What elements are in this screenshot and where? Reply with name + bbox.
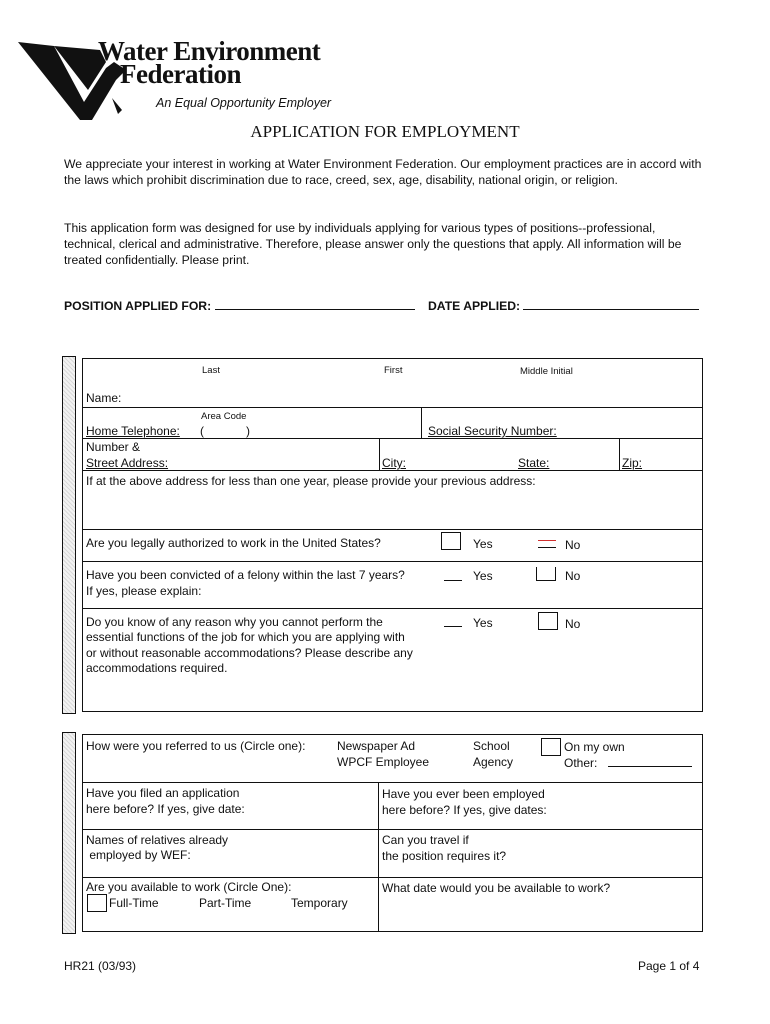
referred-option-wpcf[interactable]: WPCF Employee (337, 755, 430, 769)
org-name-line1: Water Environment (98, 36, 321, 66)
row-divider (82, 877, 703, 878)
felony-no-checkbox[interactable] (536, 567, 556, 581)
form-code: HR21 (03/93) (64, 959, 137, 973)
zip-field[interactable] (648, 455, 700, 469)
perform-question-line2: essential functions of the job for which you are applying with (86, 630, 405, 644)
row-divider (82, 438, 703, 439)
tagline: An Equal Opportunity Employer (156, 96, 332, 110)
availability-full-time[interactable]: Full-Time (109, 896, 159, 910)
referred-option-agency[interactable]: Agency (473, 755, 514, 769)
felony-no-label: No (565, 569, 581, 583)
area-code-open: ( (200, 424, 204, 438)
row-divider (82, 470, 703, 471)
zip-label: Zip: (622, 456, 643, 470)
referred-question: How were you referred to us (Circle one): (86, 739, 306, 753)
column-divider (421, 407, 422, 438)
perform-yes-label: Yes (473, 616, 493, 630)
section1-side-bar (62, 356, 76, 714)
home-phone-label: Home Telephone: (86, 424, 180, 438)
authorized-yes-checkbox[interactable] (441, 532, 461, 550)
intro-paragraph-1: We appreciate your interest in working at Water Environment Federation. Our employment practices are in accord with the laws which prohibit discrimination due to race, creed, sex, age, disability, national origin, or religion. (64, 157, 702, 187)
full-time-checkbox[interactable] (87, 894, 107, 912)
position-applied-row (64, 297, 415, 313)
authorized-no-line[interactable] (538, 547, 556, 548)
availability-temporary[interactable]: Temporary (291, 896, 348, 910)
area-code-field[interactable] (206, 424, 244, 439)
area-code-label: Area Code (201, 411, 247, 422)
position-applied-field[interactable] (215, 297, 415, 310)
home-phone-field[interactable] (252, 424, 420, 439)
referred-other-field[interactable] (608, 755, 692, 767)
date-applied-row (428, 297, 699, 313)
authorized-no-label: No (565, 538, 581, 552)
row-divider (82, 829, 703, 830)
column-divider (619, 438, 620, 470)
felony-explain-label: If yes, please explain: (86, 584, 202, 598)
perform-yes-line[interactable] (444, 626, 462, 627)
authorized-question: Are you legally authorized to work in the United States? (86, 536, 381, 550)
perform-question-line4: accommodations required. (86, 661, 228, 675)
employed-before-line1: Have you ever been employed (382, 787, 545, 801)
date-applied-field[interactable] (523, 297, 699, 310)
date-available-field[interactable] (382, 900, 698, 928)
street-address-label: Street Address: (86, 456, 169, 470)
referred-option-school[interactable]: School (473, 739, 510, 753)
referred-option-newspaper[interactable]: Newspaper Ad (337, 739, 416, 753)
organization-name (98, 36, 321, 89)
accommodations-field[interactable] (86, 678, 698, 706)
section2-side-bar (62, 732, 76, 934)
col-middle-label: Middle Initial (520, 366, 573, 377)
filed-before-line1: Have you filed an application (86, 786, 240, 800)
row-divider (82, 407, 703, 408)
row-divider (82, 782, 703, 783)
col-last-label: Last (202, 365, 220, 376)
number-and-label: Number & (86, 440, 141, 454)
availability-part-time[interactable]: Part-Time (199, 896, 252, 910)
document-title: APPLICATION FOR EMPLOYMENT (250, 122, 520, 141)
availability-question: Are you available to work (Circle One): (86, 880, 292, 894)
previous-address-field[interactable] (86, 492, 698, 526)
row-divider (82, 608, 703, 609)
page-number: Page 1 of 4 (638, 959, 700, 973)
city-field[interactable] (412, 455, 516, 469)
state-label: State: (518, 456, 550, 470)
travel-line1: Can you travel if (382, 833, 469, 847)
employed-before-line2: here before? If yes, give dates: (382, 803, 547, 817)
referred-own-checkbox[interactable] (541, 738, 561, 756)
city-label: City: (382, 456, 406, 470)
org-name-line2: Federation (120, 59, 241, 89)
row-divider (82, 561, 703, 562)
previous-address-label: If at the above address for less than one year, please provide your previous address: (86, 474, 536, 488)
column-divider (379, 438, 380, 470)
travel-line2: the position requires it? (382, 849, 507, 863)
referred-option-other: Other: (564, 756, 598, 770)
felony-yes-label: Yes (473, 569, 493, 583)
name-field[interactable] (130, 392, 700, 406)
date-applied-label: DATE APPLIED: (428, 299, 521, 313)
authorized-no-mark[interactable] (538, 540, 556, 541)
row-divider (82, 529, 703, 530)
relatives-line1: Names of relatives already (86, 833, 229, 847)
ssn-field[interactable] (568, 424, 700, 438)
perform-question-line1: Do you know of any reason why you cannot perform the (86, 615, 383, 629)
ssn-label: Social Security Number: (428, 424, 557, 438)
street-address-field[interactable] (178, 455, 376, 469)
column-divider (378, 782, 379, 932)
state-field[interactable] (556, 455, 616, 469)
date-available-question: What date would you be available to work? (382, 881, 611, 895)
authorized-yes-label: Yes (473, 537, 493, 551)
felony-yes-line[interactable] (444, 580, 462, 581)
referred-option-own[interactable]: On my own (564, 740, 625, 754)
intro-paragraph-2: This application form was designed for use by individuals applying for various types of positions--professional, technical, clerical and administrative. Therefore, please answer only the questions that apply. All information will be treated confidentially. Please print. (64, 221, 682, 267)
perform-no-checkbox[interactable] (538, 612, 558, 630)
relatives-line2: employed by WEF: (86, 848, 191, 862)
col-first-label: First (384, 365, 403, 376)
name-label: Name: (86, 391, 122, 405)
position-applied-label: POSITION APPLIED FOR: (64, 299, 212, 313)
area-code-close: ) (246, 424, 250, 438)
filed-before-line2: here before? If yes, give date: (86, 802, 245, 816)
perform-no-label: No (565, 617, 581, 631)
perform-question-line3: or without reasonable accommodations? Please describe any (86, 646, 413, 660)
felony-question: Have you been convicted of a felony within the last 7 years? (86, 568, 405, 582)
